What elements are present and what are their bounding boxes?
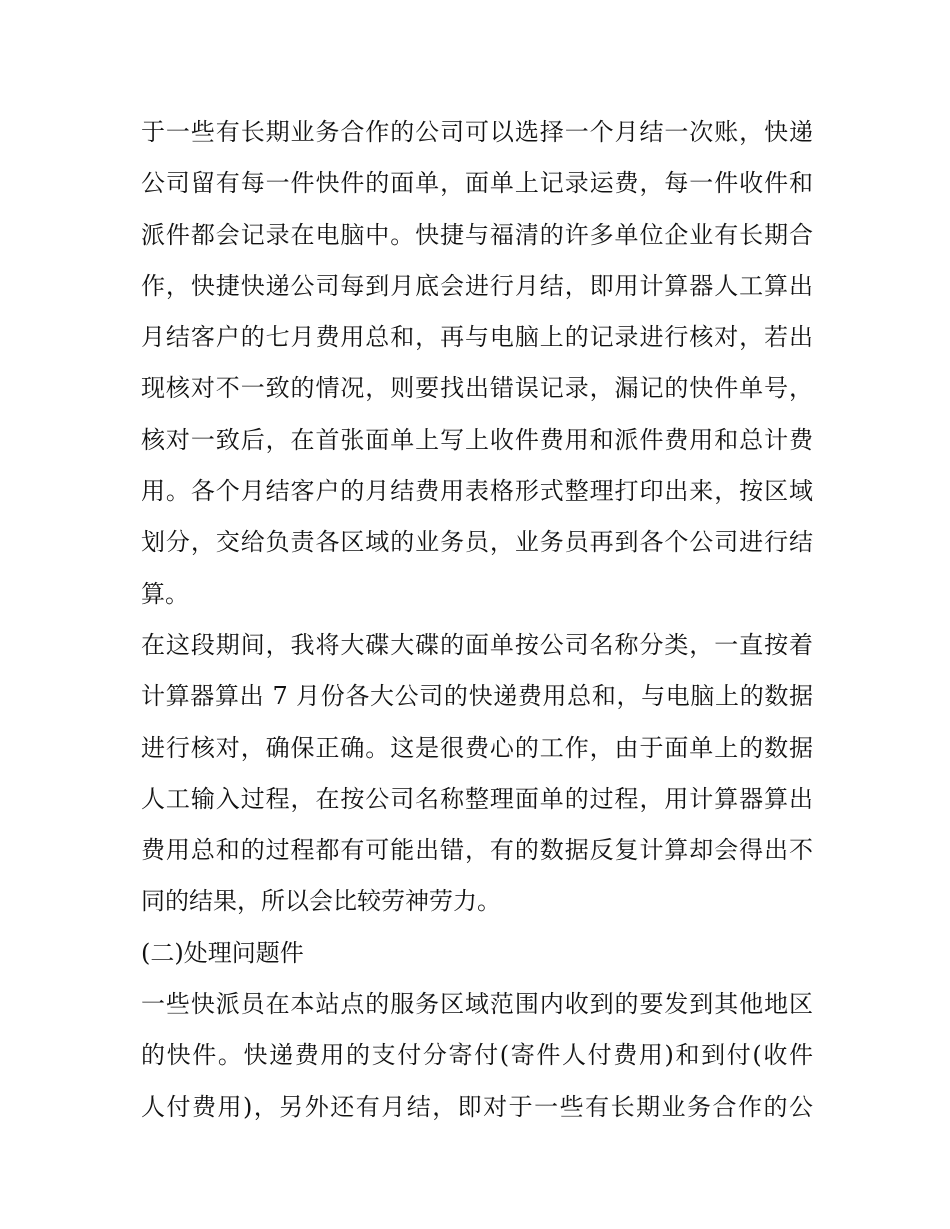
text-line: 核对一致后，在首张面单上写上收件费用和派件费用和总计费	[141, 425, 813, 454]
text-line: 算。	[141, 579, 189, 608]
text-line: 于一些有长期业务合作的公司可以选择一个月结一次账，快递	[141, 118, 813, 146]
text-line: 公司留有每一件快件的面单，面单上记录运费，每一件收件和	[141, 169, 813, 198]
text-line: 人工输入过程，在按公司名称整理面单的过程，用计算器算出	[141, 784, 813, 813]
text-line: 人付费用)，另外还有月结，即对于一些有长期业务合作的公	[141, 1092, 813, 1121]
text-line: 划分，交给负责各区域的业务员，业务员再到各个公司进行结	[141, 528, 813, 557]
text-line: 派件都会记录在电脑中。快捷与福清的许多单位企业有长期合	[141, 220, 813, 249]
text-line: 用。各个月结客户的月结费用表格形式整理打印出来，按区域	[141, 477, 813, 506]
body-text	[141, 107, 813, 1133]
text-line: 计算器算出 7 月份各大公司的快递费用总和，与电脑上的数据	[141, 682, 813, 711]
text-line: 现核对不一致的情况，则要找出错误记录，漏记的快件单号，	[141, 374, 813, 403]
text-line: 一些快派员在本站点的服务区域范围内收到的要发到其他地区	[141, 990, 813, 1019]
text-line: 作，快捷快递公司每到月底会进行月结，即用计算器人工算出	[141, 271, 813, 300]
text-line: 在这段期间，我将大碟大碟的面单按公司名称分类，一直按着	[141, 630, 813, 659]
text-line: 费用总和的过程都有可能出错，有的数据反复计算却会得出不	[141, 836, 813, 865]
text-line: 月结客户的七月费用总和，再与电脑上的记录进行核对，若出	[141, 323, 813, 352]
section-heading: (二)处理问题件	[141, 938, 304, 967]
text-line: 进行核对，确保正确。这是很费心的工作，由于面单上的数据	[141, 733, 813, 762]
text-line: 同的结果，所以会比较劳神劳力。	[141, 887, 501, 916]
text-line: 的快件。快递费用的支付分寄付(寄件人付费用)和到付(收件	[141, 1041, 813, 1070]
